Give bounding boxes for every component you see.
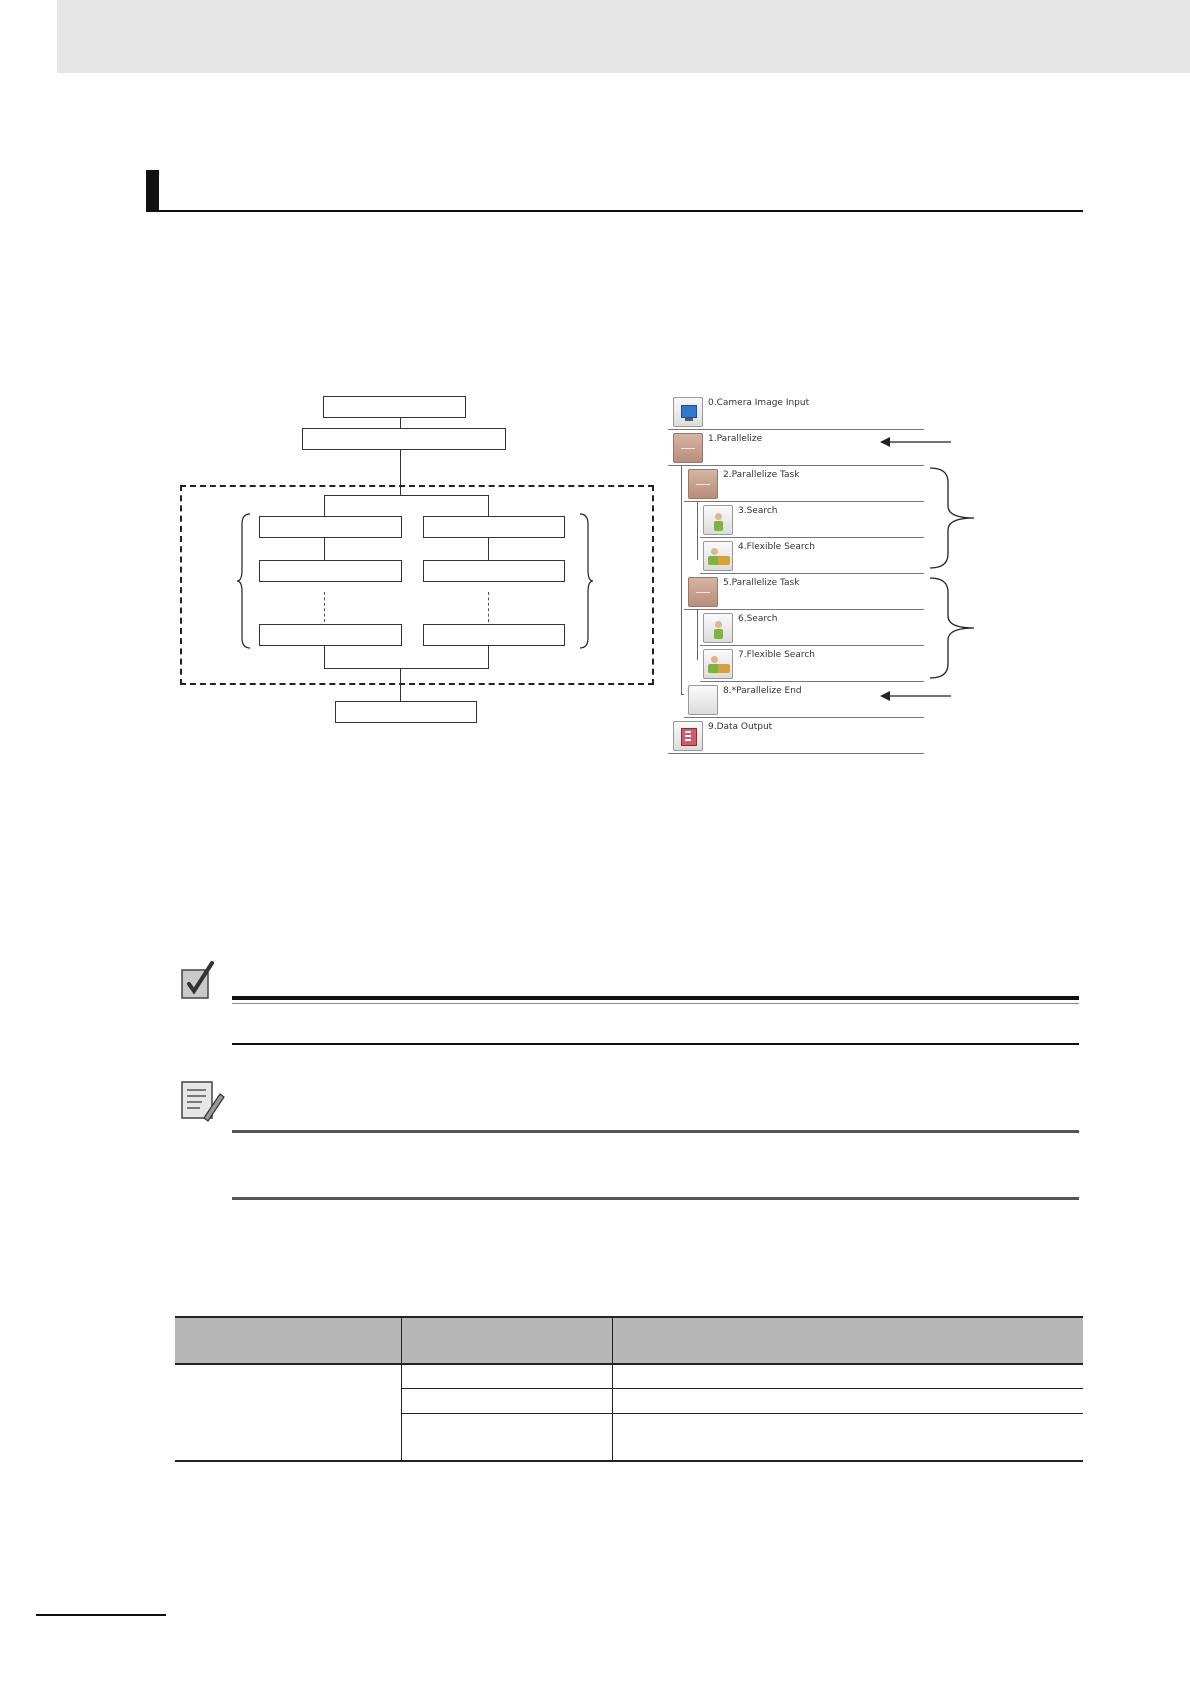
- parallelize-task-icon: [688, 469, 718, 499]
- parallelize-end-icon: [688, 685, 718, 715]
- camera-icon: [673, 397, 703, 427]
- flexible-search-icon: [703, 649, 733, 679]
- flow-box-start: [323, 396, 466, 418]
- flow-item-label: 2.Parallelize Task: [723, 470, 800, 480]
- additional-info-top-rule: [232, 1130, 1079, 1133]
- tree-line: [681, 460, 682, 694]
- flow-item-camera-image-input[interactable]: [668, 394, 924, 430]
- flow-item-data-output[interactable]: [668, 718, 924, 754]
- section-heading-rule: [146, 210, 1083, 212]
- data-output-icon: [673, 721, 703, 751]
- parallelize-icon: [673, 433, 703, 463]
- flow-connector: [324, 495, 325, 516]
- table-header-bottom-border: [175, 1363, 1083, 1365]
- flow-connector: [488, 646, 489, 668]
- flow-continuation-dots: [488, 592, 489, 622]
- flow-item-parallelize-task-1[interactable]: [684, 466, 924, 502]
- flow-box-task-a1: [259, 516, 402, 538]
- flow-connector: [400, 668, 401, 701]
- search-icon: [703, 613, 733, 643]
- flexible-search-icon: [703, 541, 733, 571]
- table-row-divider: [401, 1388, 1083, 1389]
- flow-box-task-b2: [423, 560, 565, 582]
- flow-connector: [324, 646, 325, 668]
- flow-box-task-b1: [423, 516, 565, 538]
- table-top-border: [175, 1316, 1083, 1318]
- flow-item-parallelize-task-2[interactable]: [684, 574, 924, 610]
- precautions-sub-rule: [232, 1003, 1079, 1004]
- page-header-band: [57, 0, 1190, 73]
- flow-item-label: 3.Search: [738, 506, 778, 516]
- flow-item-label: 0.Camera Image Input: [708, 398, 810, 408]
- flow-box-task-bn: [423, 624, 565, 646]
- flow-connector: [488, 495, 489, 516]
- flow-item-label: 6.Search: [738, 614, 778, 624]
- search-icon: [703, 505, 733, 535]
- flow-item-label: 5.Parallelize Task: [723, 578, 800, 588]
- table-row-divider: [401, 1413, 1083, 1414]
- tree-line: [697, 602, 698, 660]
- table-bottom-border: [175, 1460, 1083, 1462]
- left-brace-icon: [236, 512, 254, 650]
- parameter-table: [175, 1316, 1083, 1462]
- flow-item-label: 7.Flexible Search: [738, 650, 816, 660]
- pencil-check-icon: [180, 960, 216, 1000]
- flow-box-task-an: [259, 624, 402, 646]
- flow-item-label: 8.*Parallelize End: [723, 686, 802, 696]
- flow-item-label: 4.Flexible Search: [738, 542, 816, 552]
- section-heading-marker: [146, 170, 159, 211]
- additional-info-bottom-rule: [232, 1197, 1079, 1200]
- flow-box-task-a2: [259, 560, 402, 582]
- flow-connector: [400, 418, 401, 428]
- right-brace-icon: [928, 466, 976, 570]
- arrow-left-icon: [880, 436, 952, 448]
- parallelize-task-icon: [688, 577, 718, 607]
- flow-merge-bar: [324, 668, 489, 669]
- flow-continuation-dots: [324, 592, 325, 622]
- footer-rule: [36, 1614, 166, 1616]
- flow-connector: [488, 538, 489, 560]
- flow-box-end: [335, 701, 477, 723]
- tree-line: [697, 494, 698, 560]
- flow-connector: [324, 538, 325, 560]
- flow-item-search-1[interactable]: [700, 502, 924, 538]
- flow-item-label: 1.Parallelize: [708, 434, 763, 444]
- right-brace-icon: [576, 512, 594, 650]
- flow-item-flexible-search-1[interactable]: [700, 538, 924, 574]
- precautions-top-rule: [232, 996, 1079, 1000]
- right-brace-icon: [928, 576, 976, 680]
- flow-split-bar: [324, 495, 488, 496]
- flow-box-parallelize: [302, 428, 506, 450]
- flow-item-search-2[interactable]: [700, 610, 924, 646]
- precautions-bottom-rule: [232, 1043, 1079, 1045]
- notepad-icon: [180, 1078, 226, 1124]
- arrow-left-icon: [880, 690, 952, 702]
- flow-item-flexible-search-2[interactable]: [700, 646, 924, 682]
- flow-item-label: 9.Data Output: [708, 722, 773, 732]
- table-header-row: [175, 1316, 1083, 1363]
